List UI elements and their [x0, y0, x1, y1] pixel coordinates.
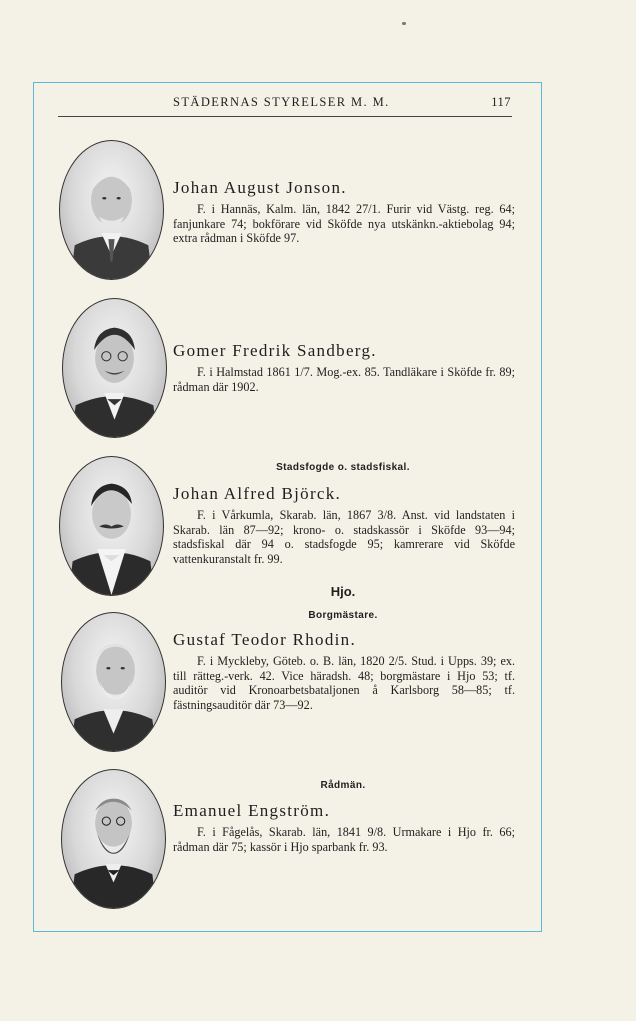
portrait-image	[63, 299, 166, 437]
section-heading-place: Hjo.	[330, 584, 356, 599]
person-bio: F. i Halmstad 1861 1/7. Mog.-ex. 85. Tandläkare i Sköfde fr. 89; rådman där 1902.	[173, 365, 515, 394]
entry-jonson	[173, 178, 515, 246]
section-heading-radman: Rådmän.	[320, 780, 366, 791]
page-number: 117	[491, 95, 511, 109]
person-bio: F. i Vårkumla, Skarab. län, 1867 3/8. Anst. vid landstaten i Skarab. län 87—92; krono- o. stadskassör i Sköfde 93—94; stadsfiskal där 94 o. stadsfogde 95; kamrerare vid Sköfde vattenkuranstalt fr. 99.	[173, 508, 515, 566]
person-bio: F. i Myckleby, Göteb. o. B. län, 1820 2/5. Stud. i Upps. 39; ex. till rätteg.-verk. 42. Vice häradsh. 48; borgmästare i Hjo 53; tf. auditör vid Kronoarbetsbataljonen å Karlsborg 58—85; tf. fästningsauditör där 73—92.	[173, 654, 515, 712]
print-speck	[402, 22, 406, 25]
entry-bjorck	[173, 484, 515, 566]
header-rule	[58, 116, 512, 117]
portrait-bjorck	[59, 456, 164, 596]
person-name: Emanuel Engström.	[173, 801, 331, 820]
portrait-image	[62, 770, 165, 908]
running-head	[173, 95, 511, 110]
portrait-image	[62, 613, 165, 751]
running-head-title: STÄDERNAS STYRELSER M. M.	[173, 95, 390, 109]
person-name: Gomer Fredrik Sandberg.	[173, 341, 377, 360]
portrait-engstrom	[61, 769, 166, 909]
section-heading-borgmastare: Borgmästare.	[308, 610, 378, 621]
portrait-image	[60, 141, 163, 279]
entry-sandberg	[173, 341, 515, 394]
portrait-jonson	[59, 140, 164, 280]
portrait-sandberg	[62, 298, 167, 438]
entry-rhodin	[173, 630, 515, 712]
person-bio: F. i Fågelås, Skarab. län, 1841 9/8. Urmakare i Hjo fr. 66; rådman där 75; kassör i Hjo sparbank fr. 93.	[173, 825, 515, 854]
portrait-image	[60, 457, 163, 595]
person-bio: F. i Hannäs, Kalm. län, 1842 27/1. Furir vid Västg. reg. 64; fanjunkare 74; bokförare vid Sköfde nya utskänkn.-aktiebolag 94; extra rådman i Sköfde 97.	[173, 202, 515, 245]
portrait-rhodin	[61, 612, 166, 752]
person-name: Gustaf Teodor Rhodin.	[173, 630, 357, 649]
entry-engstrom	[173, 801, 515, 854]
person-name: Johan August Jonson.	[173, 178, 347, 197]
person-name: Johan Alfred Björck.	[173, 484, 342, 503]
section-heading-stadsfogde: Stadsfogde o. stadsfiskal.	[276, 462, 410, 473]
